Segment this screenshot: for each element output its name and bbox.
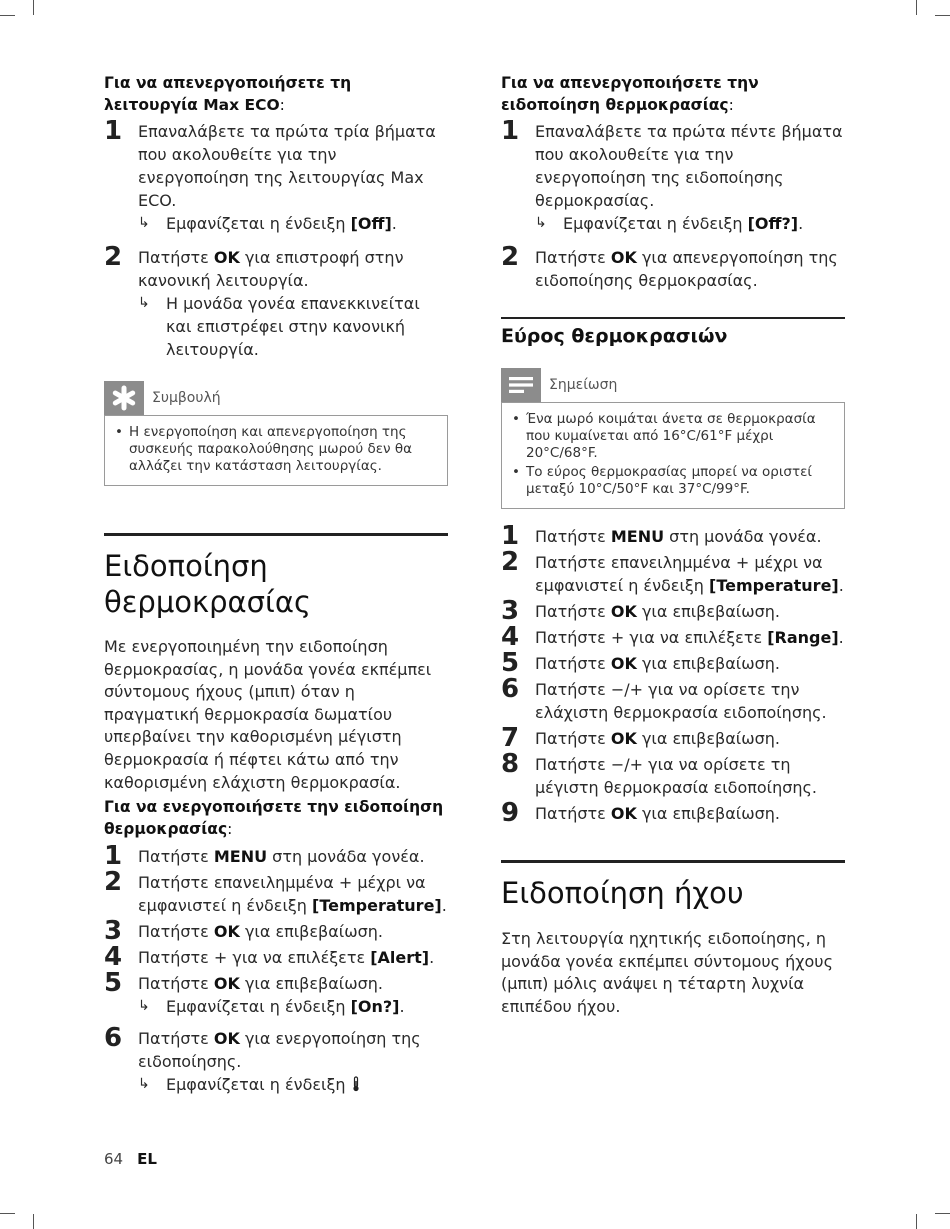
subsection-title: Εύρος θερμοκρασιών <box>501 325 728 347</box>
step-number: 6 <box>501 674 520 704</box>
step-number: 1 <box>501 116 520 146</box>
step <box>501 674 845 724</box>
crop-mark <box>935 15 950 16</box>
tip-asterisk-icon <box>104 381 144 415</box>
step-text: Πατήστε MENU στη μονάδα γονέα. <box>535 527 822 546</box>
crop-mark <box>33 1214 34 1229</box>
step-number: 2 <box>501 242 520 272</box>
page-number: 64 <box>104 1150 124 1168</box>
section-title: Ειδοποίηση θερμοκρασίας <box>104 549 311 619</box>
step-number: 1 <box>104 116 123 146</box>
step-number: 3 <box>104 916 123 947</box>
step-text: Πατήστε OK για επιβεβαίωση. <box>138 922 383 942</box>
note-item: • Το εύρος θερμοκρασίας μπορεί να οριστεί μεταξύ 10°C/50°F και 37°C/99°F. <box>512 464 812 497</box>
note-box <box>501 402 845 509</box>
step <box>104 916 448 947</box>
step <box>104 942 448 973</box>
right-column <box>501 72 845 1018</box>
step-number: 5 <box>104 968 123 999</box>
step-result: ↳ Εμφανίζεται η ένδειξη [Off]. <box>138 214 397 233</box>
subsection-rule <box>501 317 845 319</box>
step-number: 2 <box>104 867 123 898</box>
language-code: EL <box>137 1150 157 1168</box>
step-result: ↳ Η μονάδα γονέα επανεκκινείται και επιστρέφει στην κανονική λειτουργία. <box>138 294 420 359</box>
step-number: 1 <box>104 841 123 872</box>
section-intro: Με ενεργοποιημένη την ειδοποίηση θερμοκρασίας, η μονάδα γονέα εκπέμπει σύντομους ήχους (μπιπ) όταν η πραγματική θερμοκρασία δωματίου υπερβαίνει την καθορισμένη μέγιστη θερμοκρασία ή πέφτει κάτω από την καθορισμένη ελάχιστη θερμοκρασία. <box>104 637 432 792</box>
step-text: Πατήστε + για να επιλέξετε [Range]. <box>535 628 844 647</box>
step <box>104 1023 448 1098</box>
step-text: Πατήστε OK για απενεργοποίηση της ειδοποίησης θερμοκρασίας. <box>535 248 838 290</box>
tip-box <box>104 415 448 486</box>
step-number: 3 <box>501 596 520 626</box>
step <box>104 841 448 872</box>
thermometer-icon <box>351 1075 361 1098</box>
step <box>501 723 845 753</box>
note-block <box>501 368 845 509</box>
section-rule <box>501 860 845 863</box>
result-arrow-icon: ↳ <box>138 295 150 311</box>
step-text: Πατήστε MENU στη μονάδα γονέα. <box>138 847 425 867</box>
step-text: Πατήστε −/+ για να ορίσετε τη μέγιστη θερμοκρασία ειδοποίησης. <box>535 755 817 797</box>
step-text: Πατήστε OK για επιστροφή στην κανονική λειτουργία. <box>138 248 404 290</box>
section-rule <box>104 533 448 536</box>
step-result: ↳ Εμφανίζεται η ένδειξη [On?]. <box>138 997 405 1017</box>
step-number: 2 <box>104 242 123 272</box>
step <box>501 622 845 652</box>
step-number: 7 <box>501 723 520 753</box>
step-text: Επαναλάβετε τα πρώτα πέντε βήματα που ακολουθείτε για την ενεργοποίηση της ειδοποίησης θερμοκρασίας. <box>535 122 843 210</box>
page-footer <box>104 1150 157 1168</box>
crop-mark <box>0 15 15 16</box>
step-text: Επαναλάβετε τα πρώτα τρία βήματα που ακολουθείτε για την ενεργοποίηση της λειτουργίας Max ECO. <box>138 122 436 210</box>
step-text: Πατήστε OK για επιβεβαίωση. <box>535 602 780 621</box>
section-intro: Στη λειτουργία ηχητικής ειδοποίησης, η μονάδα γονέα εκπέμπει σύντομους ήχους (μπιπ) μόλις ανάψει η τέταρτη λυχνία επιπέδου ήχου. <box>501 929 833 1016</box>
crop-mark <box>916 0 917 15</box>
step <box>501 798 845 828</box>
step <box>501 749 845 799</box>
step <box>104 242 448 361</box>
step <box>501 648 845 678</box>
step-text: Πατήστε OK για επιβεβαίωση. <box>138 974 383 994</box>
tip-label: Συμβουλή <box>152 390 221 406</box>
result-arrow-icon: ↳ <box>138 998 150 1015</box>
activate-alert-heading: Για να ενεργοποιήσετε την ειδοποίηση θερμοκρασίας: <box>104 798 444 839</box>
step-number: 4 <box>104 942 123 973</box>
step-text: Πατήστε επανειλημμένα + μέχρι να εμφανιστεί η ένδειξη [Temperature]. <box>138 873 447 916</box>
crop-mark <box>916 1214 917 1229</box>
result-arrow-icon: ↳ <box>138 1076 150 1093</box>
crop-mark <box>935 1213 950 1214</box>
step-number: 9 <box>501 798 520 828</box>
step-number: 2 <box>501 547 520 577</box>
maxeco-off-heading: Για να απενεργοποιήσετε τη λειτουργία Max ECO: <box>104 74 352 114</box>
tip-block <box>104 381 448 486</box>
section-title: Ειδοποίηση ήχου <box>501 876 744 910</box>
tip-header <box>104 381 448 415</box>
tip-item: • Η ενεργοποίηση και απενεργοποίηση της συσκευής παρακολούθησης μωρού δεν θα αλλάζει την κατάσταση λειτουργίας. <box>115 424 413 474</box>
step <box>501 521 845 551</box>
left-column <box>104 72 448 1098</box>
result-arrow-icon: ↳ <box>138 215 150 231</box>
step-number: 1 <box>501 521 520 551</box>
note-lines-icon <box>501 368 541 402</box>
step-text: Πατήστε −/+ για να ορίσετε την ελάχιστη θερμοκρασία ειδοποίησης. <box>535 680 827 722</box>
step-number: 8 <box>501 749 520 779</box>
step-text: Πατήστε + για να επιλέξετε [Alert]. <box>138 948 435 968</box>
step-number: 4 <box>501 622 520 652</box>
crop-mark <box>0 1213 15 1214</box>
step <box>501 242 845 292</box>
crop-mark <box>33 0 34 15</box>
step <box>501 116 845 235</box>
step-text: Πατήστε OK για επιβεβαίωση. <box>535 729 780 748</box>
deactivate-alert-heading: Για να απενεργοποιήσετε την ειδοποίηση θερμοκρασίας: <box>501 74 759 114</box>
note-header <box>501 368 845 402</box>
step-result: ↳ Εμφανίζεται η ένδειξη <box>138 1073 448 1098</box>
step <box>501 596 845 626</box>
note-label: Σημείωση <box>549 377 618 393</box>
result-arrow-icon: ↳ <box>535 215 547 231</box>
step-text: Πατήστε OK για ενεργοποίηση της ειδοποίησης. <box>138 1029 421 1072</box>
step-text: Πατήστε OK για επιβεβαίωση. <box>535 654 780 673</box>
step-number: 6 <box>104 1023 123 1054</box>
step-text: Πατήστε επανειλημμένα + μέχρι να εμφανιστεί η ένδειξη [Temperature]. <box>535 553 844 595</box>
step-number: 5 <box>501 648 520 678</box>
step <box>104 968 448 1018</box>
note-item: • Ένα μωρό κοιμάται άνετα σε θερμοκρασία που κυμαίνεται από 16°C/61°F μέχρι 20°C/68°F. <box>512 411 816 461</box>
step-result: ↳ Εμφανίζεται η ένδειξη [Off?]. <box>535 214 804 233</box>
step <box>104 116 448 235</box>
step <box>501 547 845 597</box>
step <box>104 867 448 917</box>
step-text: Πατήστε OK για επιβεβαίωση. <box>535 804 780 823</box>
